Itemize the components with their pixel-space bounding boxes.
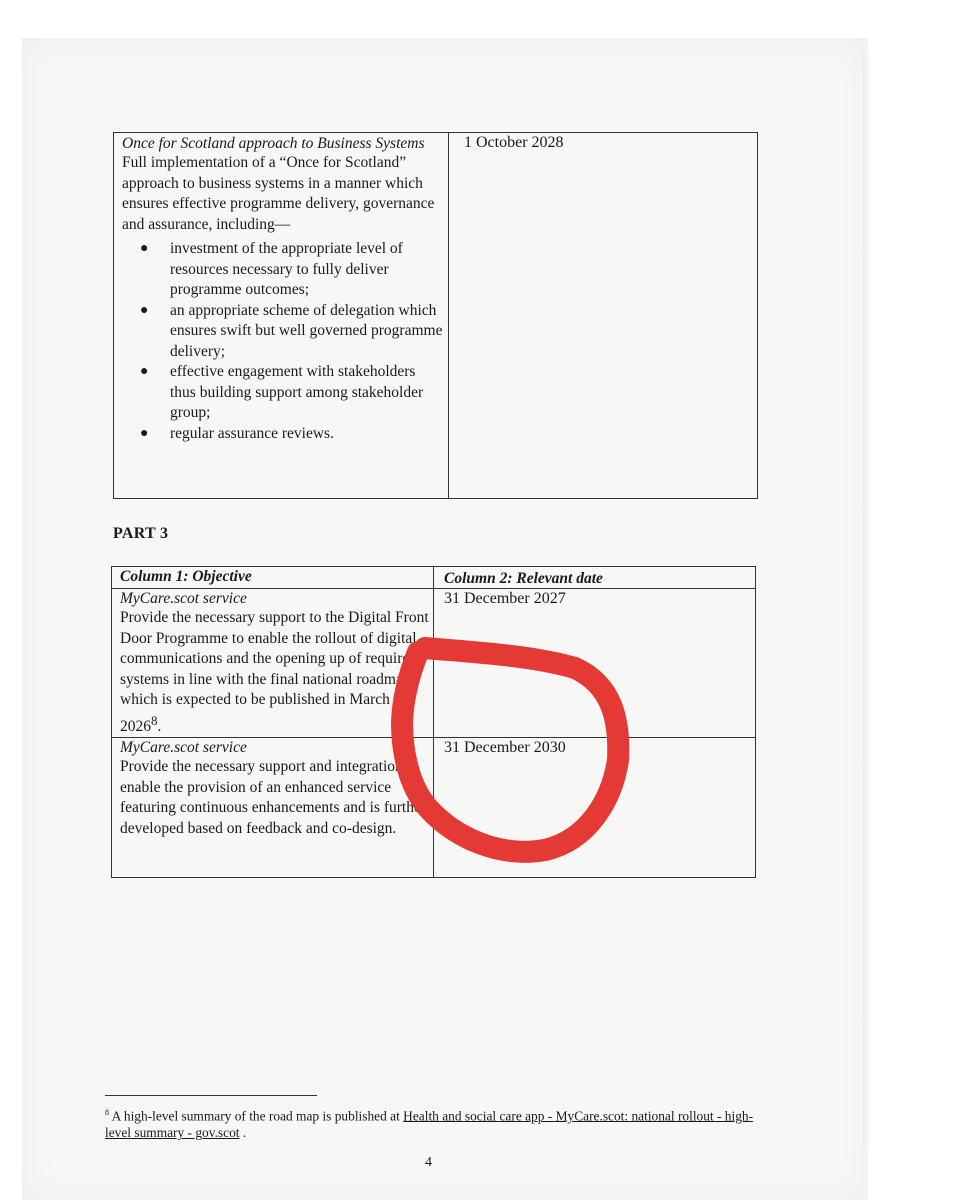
list-item: ● an appropriate scheme of delegation which ensures swift but well governed programme delivery; (140, 301, 443, 360)
footnote-text: A high-level summary of the road map is published at (109, 1108, 404, 1124)
list-item: ● investment of the appropriate level of resources necessary to fully deliver programme outcomes; (140, 240, 403, 298)
footnote-link[interactable]: Health and social care app - MyCare.scot: national rollout - high-level summary - gov.scot (105, 1108, 754, 1141)
column-2-header: Column 2: Relevant date (434, 567, 756, 589)
objective-text: Provide the necessary support and integration to enable the provision of an enhanced service featuring continuous enhancements and is further developed based on feedback and co-design. (120, 758, 427, 837)
relevant-date: 1 October 2028 (464, 134, 564, 151)
footnote-ref: 8 (151, 712, 158, 728)
annotation-stroke (402, 648, 618, 852)
page-number: 4 (425, 1155, 432, 1170)
footnote: $^8$ A high-level summary of the road map is published at Health and social care app - MyCare.scot: national rollout - high-level summary - gov.scot . (105, 1108, 754, 1141)
column-1-header: Column 1: Objective (112, 567, 434, 589)
objective-heading: MyCare.scot service (120, 590, 247, 607)
objective-text: Provide the necessary support to the Digital Front Door Programme to enable the rollout of digital communications and the opening up of required systems in line with the final national roadmap which is expected to be published in March 2026$^8$. (120, 609, 429, 735)
objective-heading: Once for Scotland approach to Business Systems (122, 135, 425, 152)
list-item: ● effective engagement with stakeholders thus building support among stakeholder group; (140, 363, 424, 421)
bullet-icon: ● (140, 302, 149, 318)
part-heading: PART 3 (113, 525, 169, 542)
relevant-date: 31 December 2027 (444, 590, 566, 607)
list-item: ● regular assurance reviews. (170, 424, 444, 445)
relevant-date: 31 December 2030 (444, 739, 566, 757)
bullet-icon: ● (140, 425, 149, 441)
objective-text: Full implementation of a “Once for Scotland” approach to business systems in a manner which ensures effective programme delivery, governance and assurance, including— (122, 154, 435, 233)
footnote-marker: 8 (105, 1108, 109, 1117)
bullet-icon: ● (140, 241, 149, 256)
objective-heading: MyCare.scot service (120, 739, 247, 757)
bullet-icon: ● (140, 364, 149, 379)
footnote-rule (105, 1095, 317, 1096)
